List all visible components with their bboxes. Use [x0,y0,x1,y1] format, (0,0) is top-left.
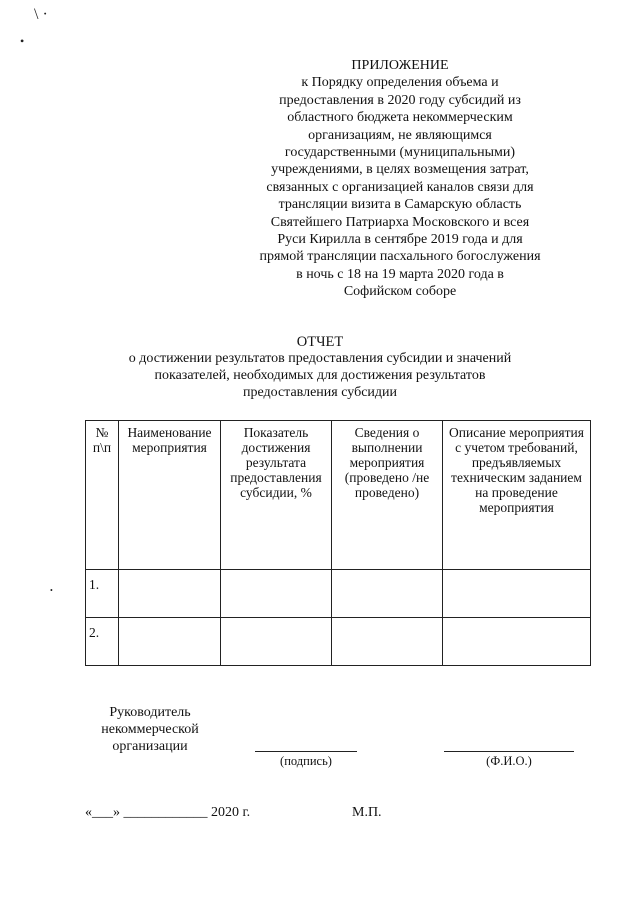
table-cell [443,618,591,666]
table-cell [119,618,221,666]
appendix-title: ПРИЛОЖЕНИЕ [351,58,449,73]
appendix-line: организациям, не являющимся [308,127,492,143]
col-header-status: Сведения о выполнении мероприятия (проведено /не проведено) [332,421,443,570]
appendix-line: учреждениями, в целях возмещения затрат, [271,162,529,178]
report-subtitle [100,350,540,401]
scan-dot: • [50,586,53,595]
signatory-label [85,704,215,755]
row-number: 2. [86,618,119,666]
appendix-line: трансляции визита в Самарскую область [278,197,522,213]
appendix-line: государственными (муниципальными) [284,145,516,161]
table-cell [119,570,221,618]
col-header-event-name: Наименование мероприятия [119,421,221,570]
appendix-heading [250,57,550,301]
report-table [85,420,591,666]
appendix-line: Софийском соборе [343,284,457,300]
table-header-row [86,421,591,570]
signatory-label-line: Руководитель [109,705,191,720]
table-cell [221,570,332,618]
report-subtitle-line: показателей, необходимых для достижения результатов [154,368,486,383]
table-cell [332,570,443,618]
table-row [86,618,591,666]
appendix-line: предоставления в 2020 году субсидий из [279,92,521,108]
col-header-description: Описание мероприятия с учетом требований, предъявляемых техническим заданием на проведение мероприятия [443,421,591,570]
report-subtitle-line: предоставления субсидии [242,385,398,400]
appendix-line: Святейшего Патриарха Московского и всея [270,214,530,230]
table-row [86,570,591,618]
signature-line [255,751,357,752]
appendix-line: Руси Кирилла в сентябре 2019 года и для [277,232,523,248]
col-header-number: № п\п [86,421,119,570]
date-field: «___» ____________ 2020 г. [85,805,251,820]
signatory-label-line: организации [112,739,188,754]
full-name-caption: (Ф.И.О.) [486,754,532,768]
table-cell [221,618,332,666]
appendix-line: к Порядку определения объема и [301,75,499,91]
col-header-indicator: Показатель достижения результата предоставления субсидии, % [221,421,332,570]
appendix-line: областного бюджета некоммерческим [287,110,513,126]
row-number: 1. [86,570,119,618]
signature-caption: (подпись) [280,754,332,768]
scan-mark: \ · [34,6,48,23]
full-name-line [444,751,574,752]
report-subtitle-line: о достижении результатов предоставления субсидии и значений [128,351,512,366]
table-cell [332,618,443,666]
appendix-line: связанных с организацией каналов связи для [266,179,534,195]
report-title: ОТЧЕТ [296,334,344,350]
signatory-label-line: некоммерческой [101,722,199,737]
appendix-line: в ночь с 18 на 19 марта 2020 года в [296,266,504,282]
scan-dot: • [20,34,25,48]
table-cell [443,570,591,618]
appendix-line: прямой трансляции пасхального богослужения [259,249,541,265]
stamp-place-label: М.П. [352,805,382,820]
